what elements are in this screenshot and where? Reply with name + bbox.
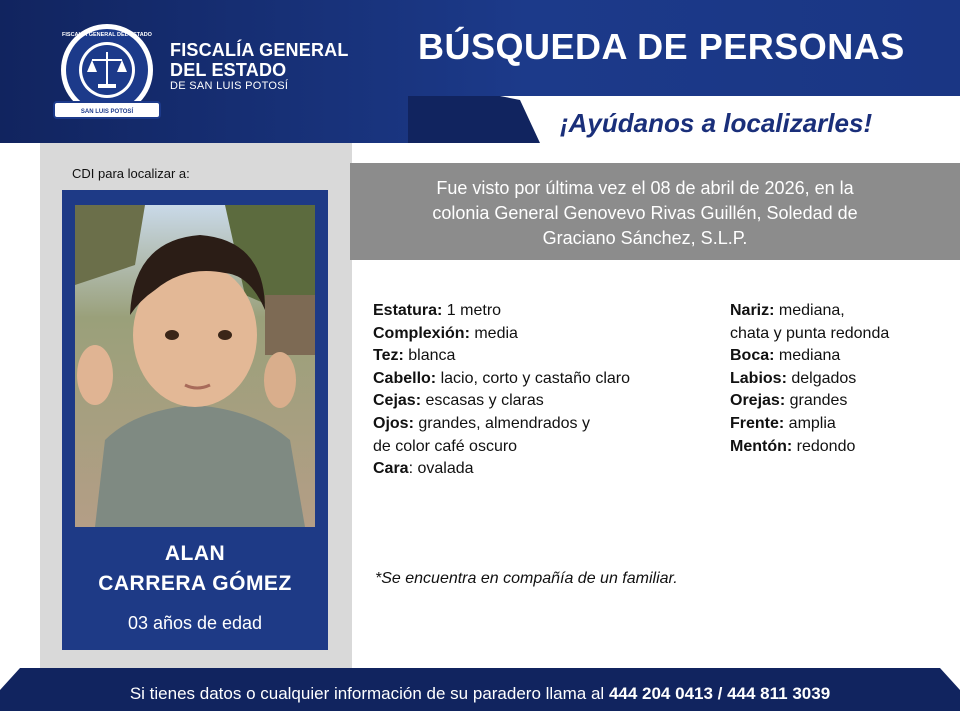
footer-text: Si tienes datos o cualquier información de su paradero llama al (129, 684, 609, 703)
feature-row (730, 368, 950, 391)
person-first-name: ALAN (164, 542, 226, 565)
feature-row (730, 300, 950, 323)
org-name-line2: DEL ESTADO (170, 60, 287, 80)
person-photo (75, 205, 315, 527)
last-seen-line1: Fue visto por última vez el 08 de abril de 2026, en la (436, 178, 854, 198)
person-last-name: CARRERA GÓMEZ (98, 572, 292, 595)
last-seen-line2: colonia General Genovevo Rivas Guillén, Soledad de (432, 203, 858, 223)
org-name (170, 40, 349, 80)
last-seen-line3: Graciano Sánchez, S.L.P. (542, 228, 748, 248)
feature-value: media (469, 324, 518, 342)
feature-label: Cabello: (373, 369, 437, 387)
feature-label: Cejas: (373, 392, 422, 410)
feature-value: 1 metro (442, 302, 502, 319)
feature-value: de color café oscuro (373, 437, 518, 455)
feature-value: chata y punta redonda (730, 324, 890, 342)
feature-value: blanca (403, 347, 456, 365)
feature-label: Mentón: (730, 437, 793, 455)
feature-row (730, 436, 950, 459)
cdi-label: CDI para localizar a: (72, 166, 190, 181)
org-name-line1: FISCALÍA GENERAL (170, 40, 349, 60)
feature-value: lacio, corto y castaño claro (436, 369, 630, 387)
feature-label: Boca: (730, 347, 775, 365)
feature-row (373, 413, 703, 436)
footer-phones: 444 204 0413 / 444 811 3039 (608, 684, 831, 703)
feature-label: Orejas: (730, 392, 786, 410)
logo-top-text: FISCALÍA GENERAL DEL ESTADO (62, 32, 152, 38)
feature-value: delgados (786, 369, 857, 387)
feature-row (373, 323, 703, 346)
feature-row (730, 390, 950, 413)
feature-row (373, 436, 703, 459)
feature-value: mediana (774, 347, 841, 365)
feature-row (730, 345, 950, 368)
feature-row (373, 345, 703, 368)
feature-value: : ovalada (408, 460, 474, 478)
feature-row (373, 368, 703, 391)
person-age: 03 años de edad (127, 613, 263, 633)
logo-ring-text: SAN LUIS POTOSÍ (80, 109, 134, 115)
feature-value: grandes (785, 392, 848, 410)
feature-label: Cara (373, 460, 409, 478)
feature-label: Nariz: (730, 302, 775, 319)
feature-row (373, 300, 703, 323)
feature-value: amplia (784, 414, 836, 432)
feature-label: Ojos: (373, 414, 414, 432)
page-title: BÚSQUEDA DE PERSONAS (418, 26, 905, 67)
feature-value: escasas y claras (421, 392, 544, 410)
feature-row (373, 390, 703, 413)
feature-value: mediana, (774, 302, 845, 319)
feature-value: redondo (792, 437, 856, 455)
feature-row (373, 458, 703, 481)
feature-label: Estatura: (373, 302, 443, 319)
org-subtitle: DE SAN LUIS POTOSÍ (170, 80, 289, 92)
last-seen-text (380, 176, 910, 251)
page-subtitle: ¡Ayúdanos a localizarles! (560, 108, 873, 138)
feature-row (730, 323, 950, 346)
features-right (730, 300, 950, 458)
feature-label: Labios: (730, 369, 787, 387)
feature-label: Tez: (373, 347, 404, 365)
feature-label: Complexión: (373, 324, 470, 342)
features-left (373, 300, 703, 481)
feature-value: grandes, almendrados y (413, 414, 590, 432)
companion-note: *Se encuentra en compañía de un familiar. (375, 570, 678, 587)
feature-label: Frente: (730, 414, 785, 432)
feature-row (730, 413, 950, 436)
fiscalia-seal-logo (50, 20, 164, 124)
footer-contact (0, 684, 960, 704)
